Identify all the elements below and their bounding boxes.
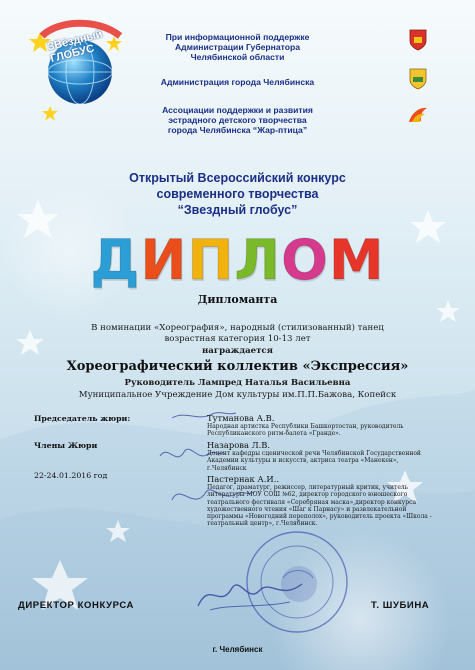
age-category: возрастная категория 10-13 лет xyxy=(164,334,311,344)
association-block xyxy=(0,105,475,135)
jury-chair-label: Председатель жюри: xyxy=(34,414,131,423)
recipient-name: Хореографический коллектив «Экспрессия» xyxy=(66,359,409,374)
nomination-text: В номинации «Хореография», народный (стилизованный) танец xyxy=(91,323,384,333)
support-line: Администрации Губернатора xyxy=(174,42,301,52)
city-admin: Администрация города Челябинска xyxy=(160,77,315,87)
logo-text: ЗВёздный ГЛОБУС xyxy=(46,28,104,66)
director-signature xyxy=(190,570,310,620)
jury-member-desc: Педагог, драматург, режиссер, литературный критик, учитель литературы МОУ СОШ №62, директор городского юношеского театрального фестиваля «Серебряная маска»,директор конкурса художественного чтения «Шаг к Парнасу» и развлекательной программы «Новогодний переполох», руководитель проекта «Школа - театральный центр», г.Челябинск. xyxy=(207,484,432,528)
city-crest-icon xyxy=(409,68,427,90)
diploma-subtitle: Дипломанта xyxy=(197,293,278,306)
jury-member-desc: Народная артистка Республики Башкортостан, руководитель Республиканского ритм-балета «Гранде». xyxy=(207,423,404,438)
footer-city: г. Челябинск xyxy=(212,645,263,654)
diploma-letter: М xyxy=(328,228,385,292)
support-line: При информационной поддержке xyxy=(165,32,310,42)
diploma-title xyxy=(0,228,475,292)
diploma-letter: Д xyxy=(90,228,141,292)
association-line: эстрадного детского творчества xyxy=(168,115,307,125)
chelyabinsk-city-emblem xyxy=(409,68,427,90)
jury-member-name: Назарова Л.В. xyxy=(207,440,271,450)
association-line: Ассоциации поддержки и развития xyxy=(162,105,313,115)
chelyabinsk-region-emblem xyxy=(409,29,427,51)
contest-line: “Звездный глобус” xyxy=(177,203,298,217)
diploma-letter: И xyxy=(140,228,188,292)
region-crest-icon xyxy=(409,29,427,51)
contest-line: Открытый Всероссийский конкурс xyxy=(129,171,346,185)
jury-members-label: Члены Жюри xyxy=(34,441,98,450)
jury-date: 22-24.01.2016 год xyxy=(34,471,108,480)
director-name: Т. ШУБИНА xyxy=(371,600,430,611)
awarded-label: награждается xyxy=(201,346,274,356)
contest-title xyxy=(0,170,475,218)
jury-member-desc: Доцент кафедры сценической речи Челябинской Государственной Академии культуры и искусств, актриса театра «Манекен», г.Челябинск xyxy=(207,450,421,472)
diploma-letter: Л xyxy=(234,228,282,292)
support-line: Челябинской области xyxy=(190,52,285,62)
association-line: города Челябинска “Жар-птица” xyxy=(167,125,308,135)
jury-member-name: Пастернак А.И.. xyxy=(207,474,280,484)
jury-member-name: Тутманова А.В. xyxy=(207,413,275,423)
institution-name: Муниципальное Учреждение Дом культуры им.П.П.Бажова, Копейск xyxy=(78,390,397,400)
director-label: ДИРЕКТОР КОНКУРСА xyxy=(18,600,135,611)
support-block xyxy=(0,32,475,62)
firebird-icon xyxy=(406,104,430,126)
contest-line: современного творчества xyxy=(156,187,319,201)
diploma-letter: П xyxy=(187,228,235,292)
leader-name: Руководитель Лампред Наталья Васильевна xyxy=(124,378,351,388)
firebird-emblem xyxy=(406,104,430,126)
diploma-letter: О xyxy=(281,228,329,292)
